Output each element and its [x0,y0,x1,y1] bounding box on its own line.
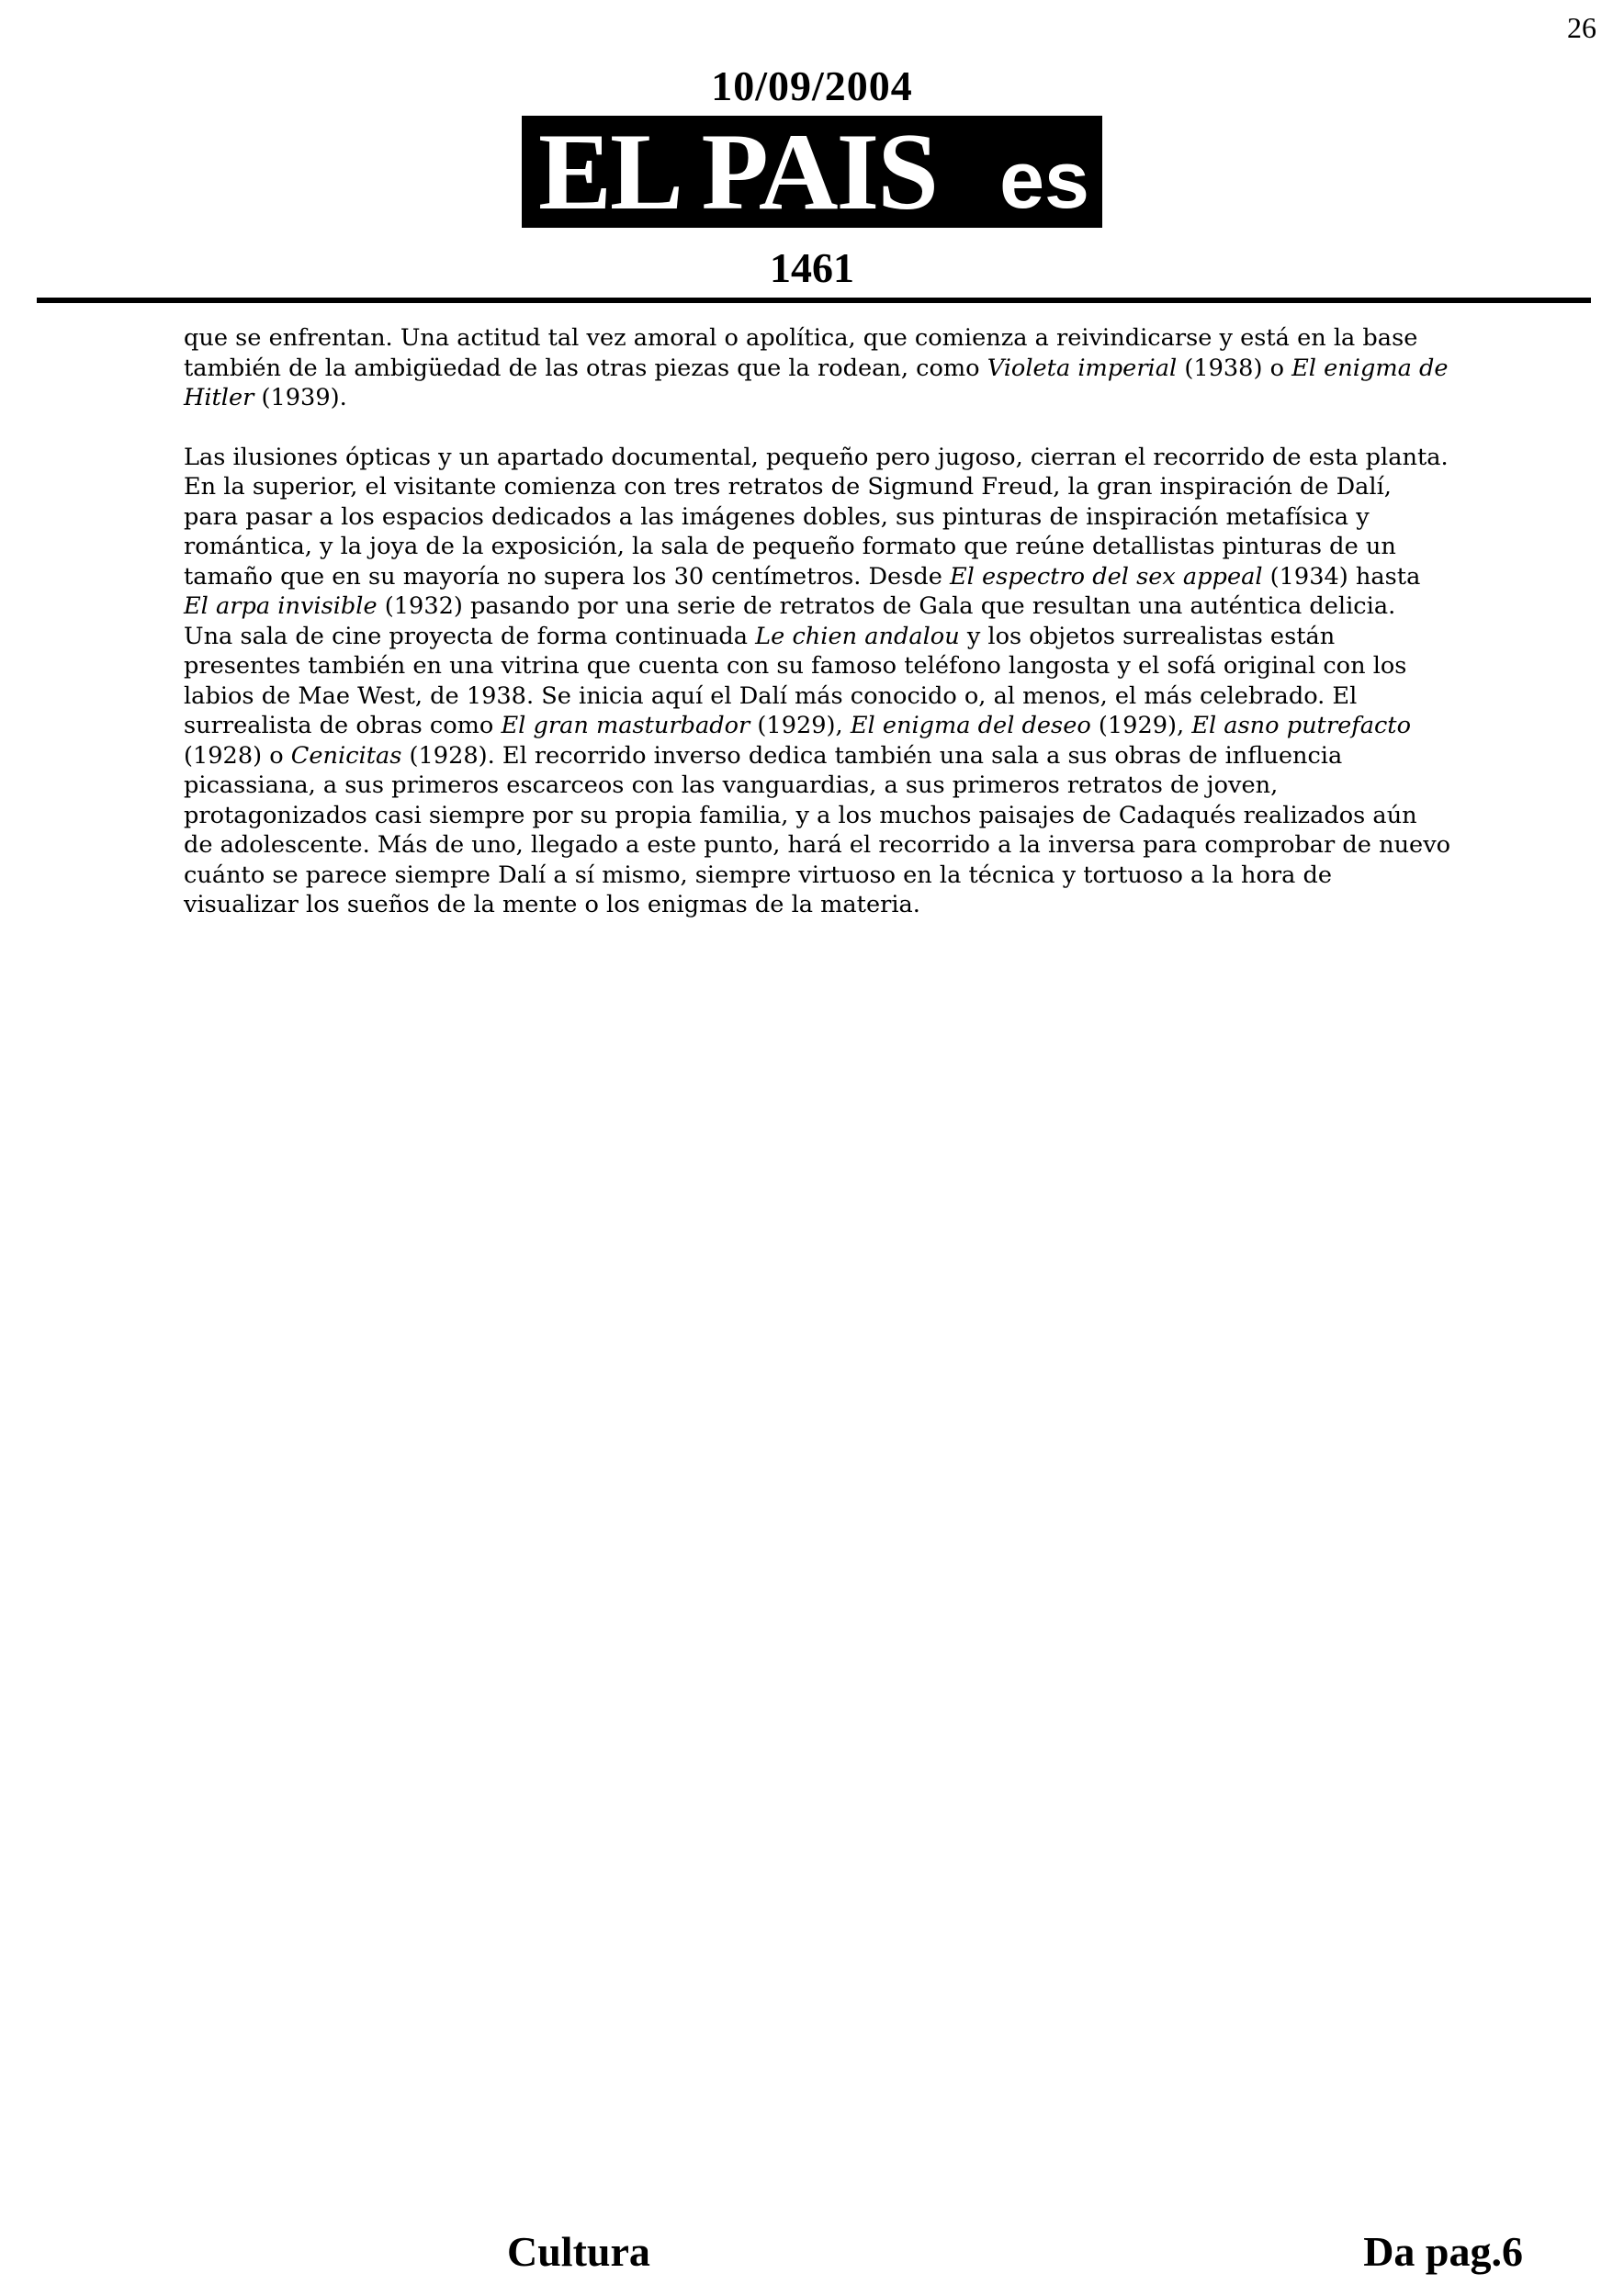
artwork-title: El enigma del deseo [850,712,1091,739]
article-paragraph: que se enfrentan. Una actitud tal vez amoral o apolítica, que comienza a reivindicarse y está en la base también de la ambigüedad de las otras piezas que la rodean, como Violeta imperial (1938) o El enigma de Hitler (1939). [184,324,1449,411]
page-number: 26 [1567,11,1596,44]
newspaper-logo [522,110,1102,232]
masthead [0,62,1624,292]
artwork-title: El asno putrefacto [1191,712,1411,739]
article-body [184,323,1451,950]
logo-suffix-text: es [999,134,1089,225]
artwork-title: El espectro del sex appeal [950,562,1263,591]
footer-section-label: Cultura [507,2228,650,2275]
artwork-title: El arpa invisible [184,592,378,620]
article-paragraph: Las ilusiones ópticas y un apartado documental, pequeño pero jugoso, cierran el recorrido de esta planta. En la superior, el visitante comienza con tres retratos de Sigmund Freud, la gran inspiración de Dalí, para pasar a los espacios dedicados a las imágenes dobles, sus pinturas de inspiración metafísica y romántica, y la joya de la exposición, la sala de pequeño formato que reúne detallistas pinturas de un tamaño que en su mayoría no supera los 30 centímetros. Desde El espectro del sex appeal (1934) hasta El arpa invisible (1932) pasando por una serie de retratos de Gala que resultan una auténtica delicia. Una sala de cine proyecta de forma continuada Le chien andalou y los objetos surrealistas están presentes también en una vitrina que cuenta con su famoso teléfono langosta y el sofá original con los labios de Mae West, de 1938. Se inicia aquí el Dalí más conocido o, al menos, el más celebrado. El surrealista de obras como El gran masturbador (1929), El enigma del deseo (1929), El asno putrefacto (1928) o Cenicitas (1928). El recorrido inverso dedica también una sala a sus obras de influencia picassiana, a sus primeros escarceos con las vanguardias, a sus primeros retratos de joven, protagonizados casi siempre por su propia familia, y a los muchos paisajes de Cadaqués realizados aún de adolescente. Más de uno, llegado a este punto, hará el recorrido a la inversa para comprobar de nuevo cuánto se parece siempre Dalí a sí mismo, siempre virtuoso en la técnica y tortuoso a la hora de visualizar los sueños de la mente o los enigmas de la materia. [184,443,1451,918]
artwork-title: Le chien andalou [755,622,960,650]
logo-main-text: EL PAIS [538,110,937,232]
artwork-title: Violeta imperial [987,354,1178,382]
publication-date: 10/09/2004 [711,62,913,109]
header-divider [37,298,1591,303]
artwork-title: Cenicitas [290,741,402,770]
footer-source-label: Da pag.6 [1363,2228,1523,2275]
issue-number: 1461 [770,244,854,291]
artwork-title: El gran masturbador [501,712,750,739]
artwork-title: El enigma de Hitler [184,354,1449,411]
